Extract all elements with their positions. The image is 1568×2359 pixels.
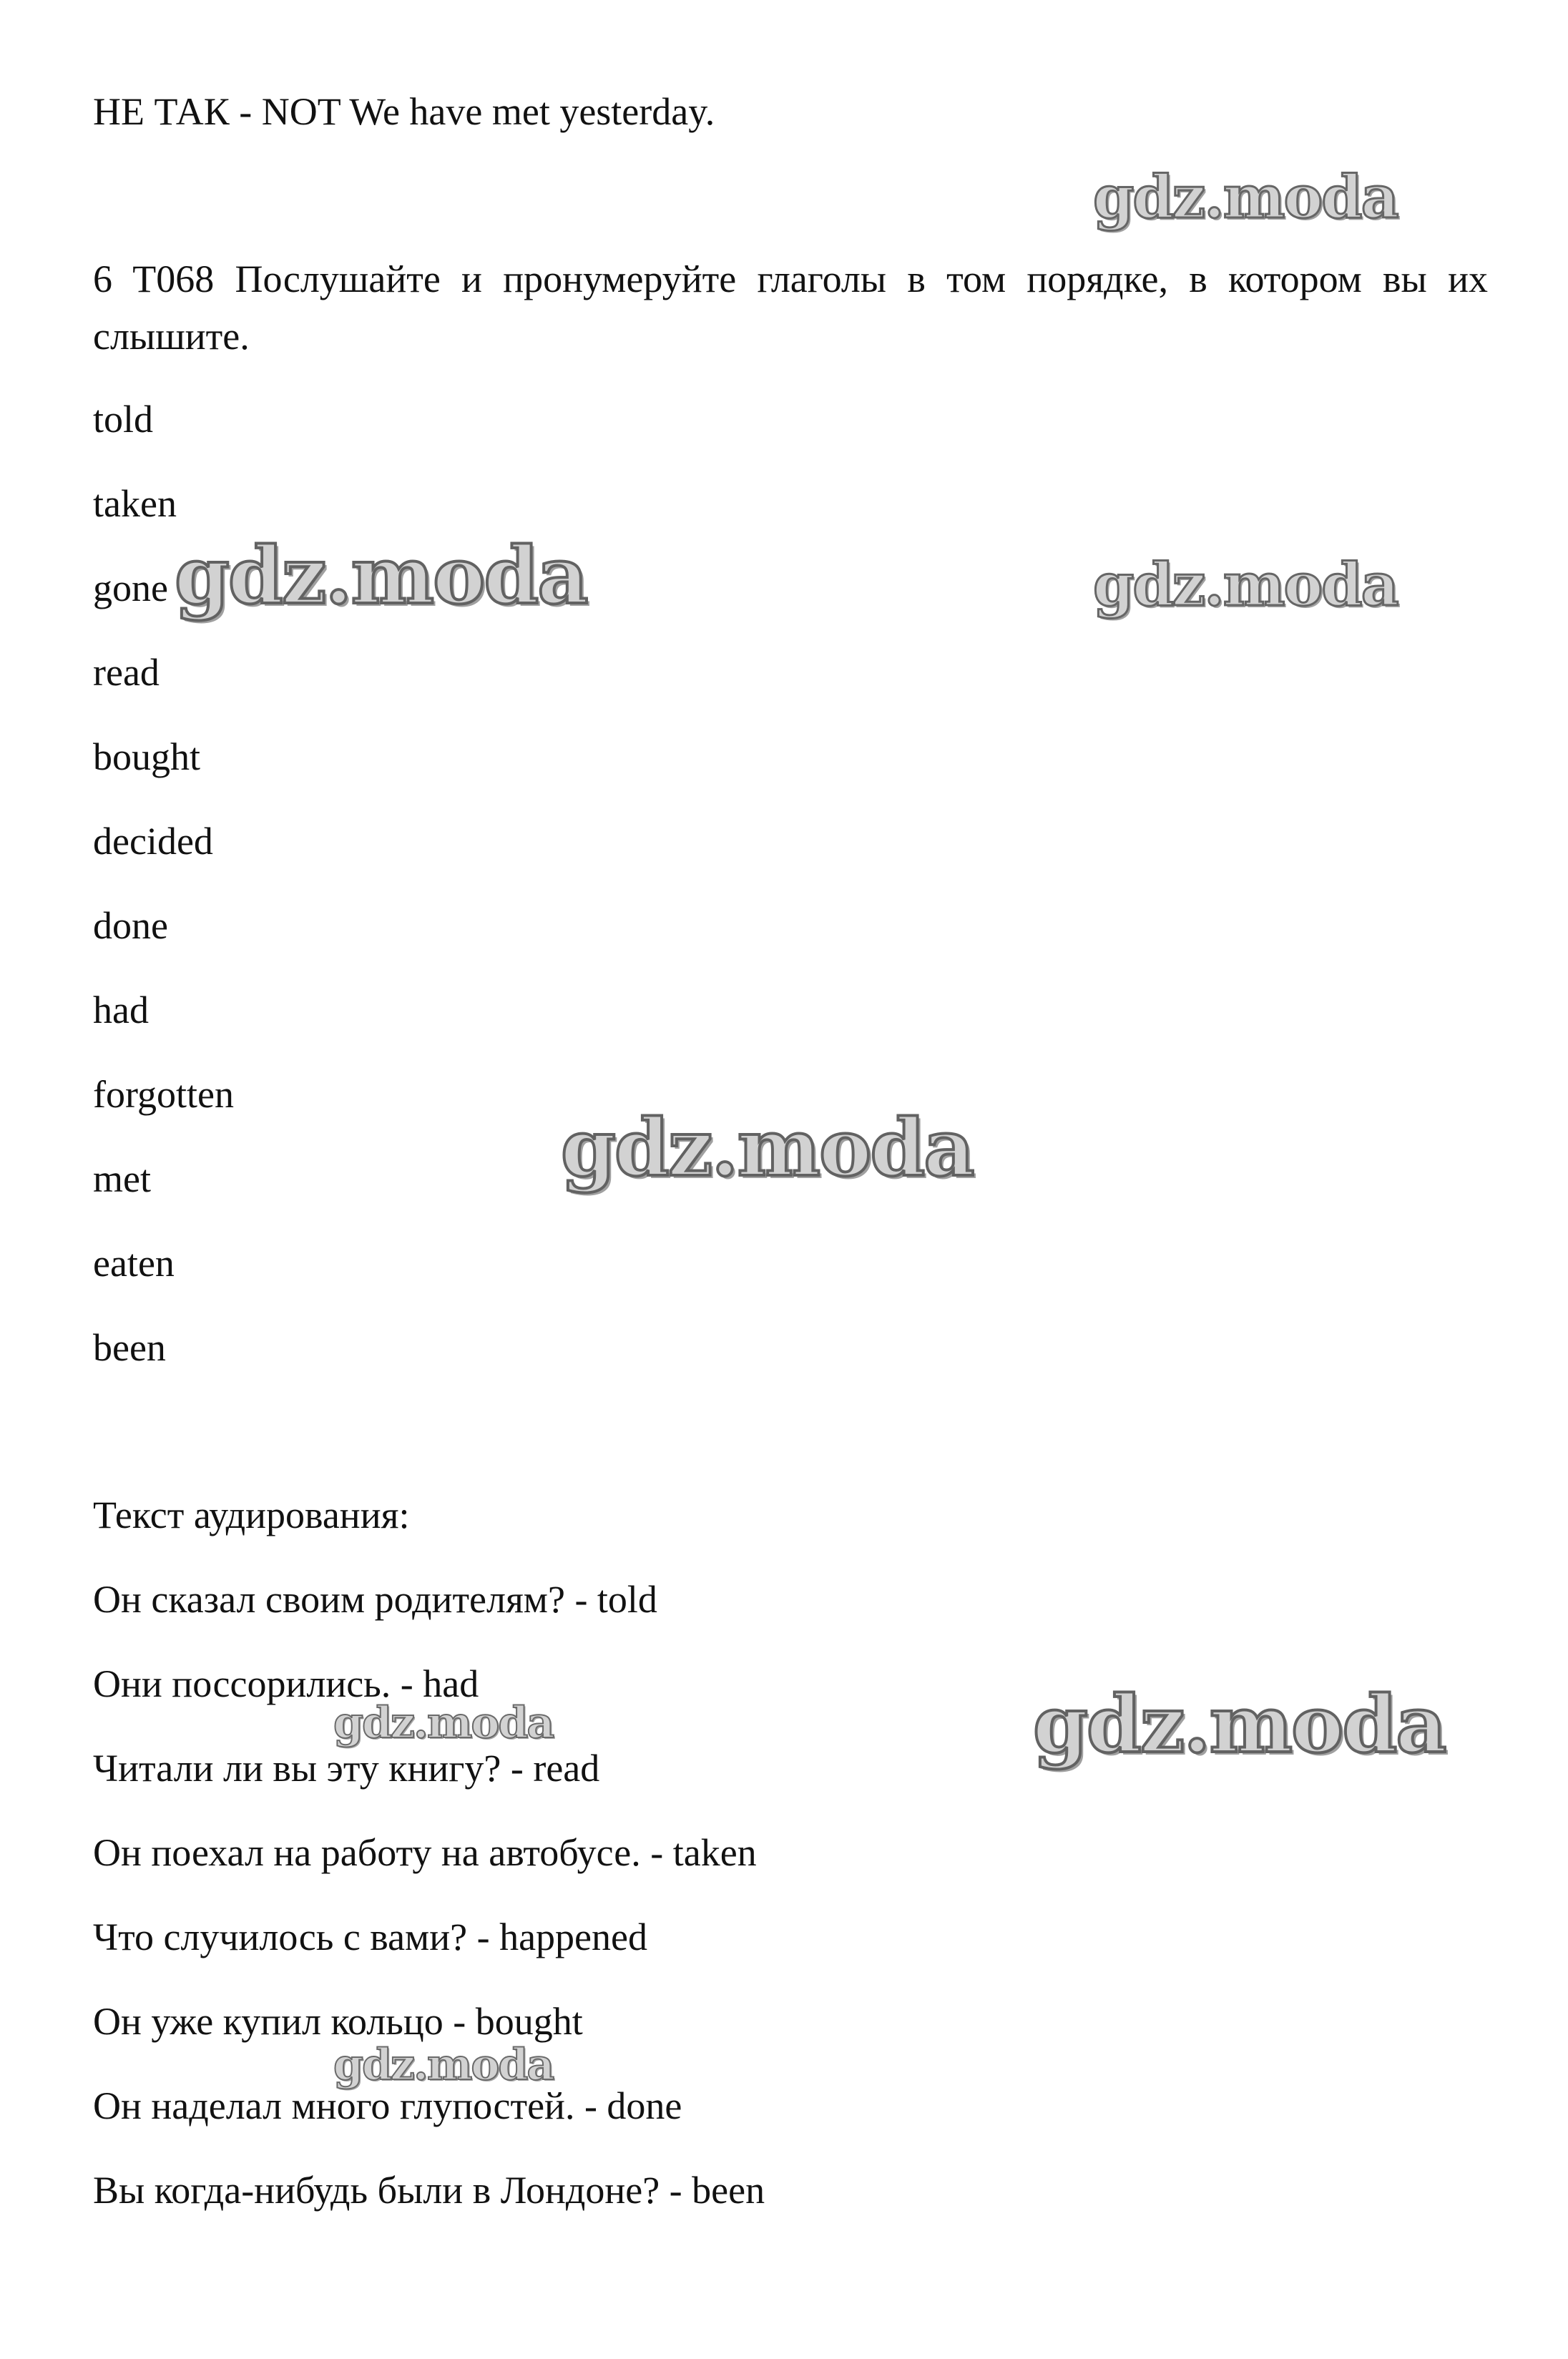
- verb-item: had: [93, 989, 149, 1031]
- listening-line: Он уже купил кольцо - bought: [93, 2000, 583, 2043]
- verb-item: been: [93, 1326, 166, 1369]
- listening-line: Они поссорились. - had: [93, 1662, 479, 1705]
- verb-item: told: [93, 398, 154, 441]
- listening-heading: Текст аудирования:: [93, 1494, 410, 1536]
- verb-item: read: [93, 651, 160, 694]
- verb-item: decided: [93, 820, 213, 863]
- verb-item: bought: [93, 735, 201, 778]
- watermark-logo: gdz.moda: [175, 529, 587, 622]
- watermark-logo: gdz.moda: [1093, 551, 1398, 619]
- listening-line: Он наделал много глупостей. - done: [93, 2084, 682, 2127]
- watermark-logo: gdz.moda: [1093, 163, 1398, 232]
- listening-line: Он сказал своим родителям? - told: [93, 1578, 657, 1621]
- listening-line: Вы когда-нибудь были в Лондоне? - been: [93, 2169, 765, 2212]
- watermark-logo: gdz.moda: [333, 1698, 554, 1748]
- intro-line: НЕ ТАК - NOT We have met yesterday.: [93, 90, 715, 133]
- watermark-logo: gdz.moda: [561, 1102, 974, 1194]
- watermark-logo: gdz.moda: [333, 2040, 554, 2090]
- verb-item: gone: [93, 567, 168, 609]
- verb-item: taken: [93, 482, 177, 525]
- verb-item: forgotten: [93, 1073, 234, 1116]
- listening-line: Читали ли вы эту книгу? - read: [93, 1747, 600, 1790]
- verb-item: met: [93, 1157, 151, 1200]
- exercise-title: 6 T068 Послушайте и пронумеруйте глаголы в том порядке, в котором вы их слышите.: [93, 258, 1488, 358]
- verb-item: eaten: [93, 1242, 175, 1285]
- watermark-logo: gdz.moda: [1033, 1678, 1446, 1770]
- listening-line: Он поехал на работу на автобусе. - taken: [93, 1831, 757, 1874]
- listening-line: Что случилось с вами? - happened: [93, 1916, 647, 1958]
- verb-item: done: [93, 904, 168, 947]
